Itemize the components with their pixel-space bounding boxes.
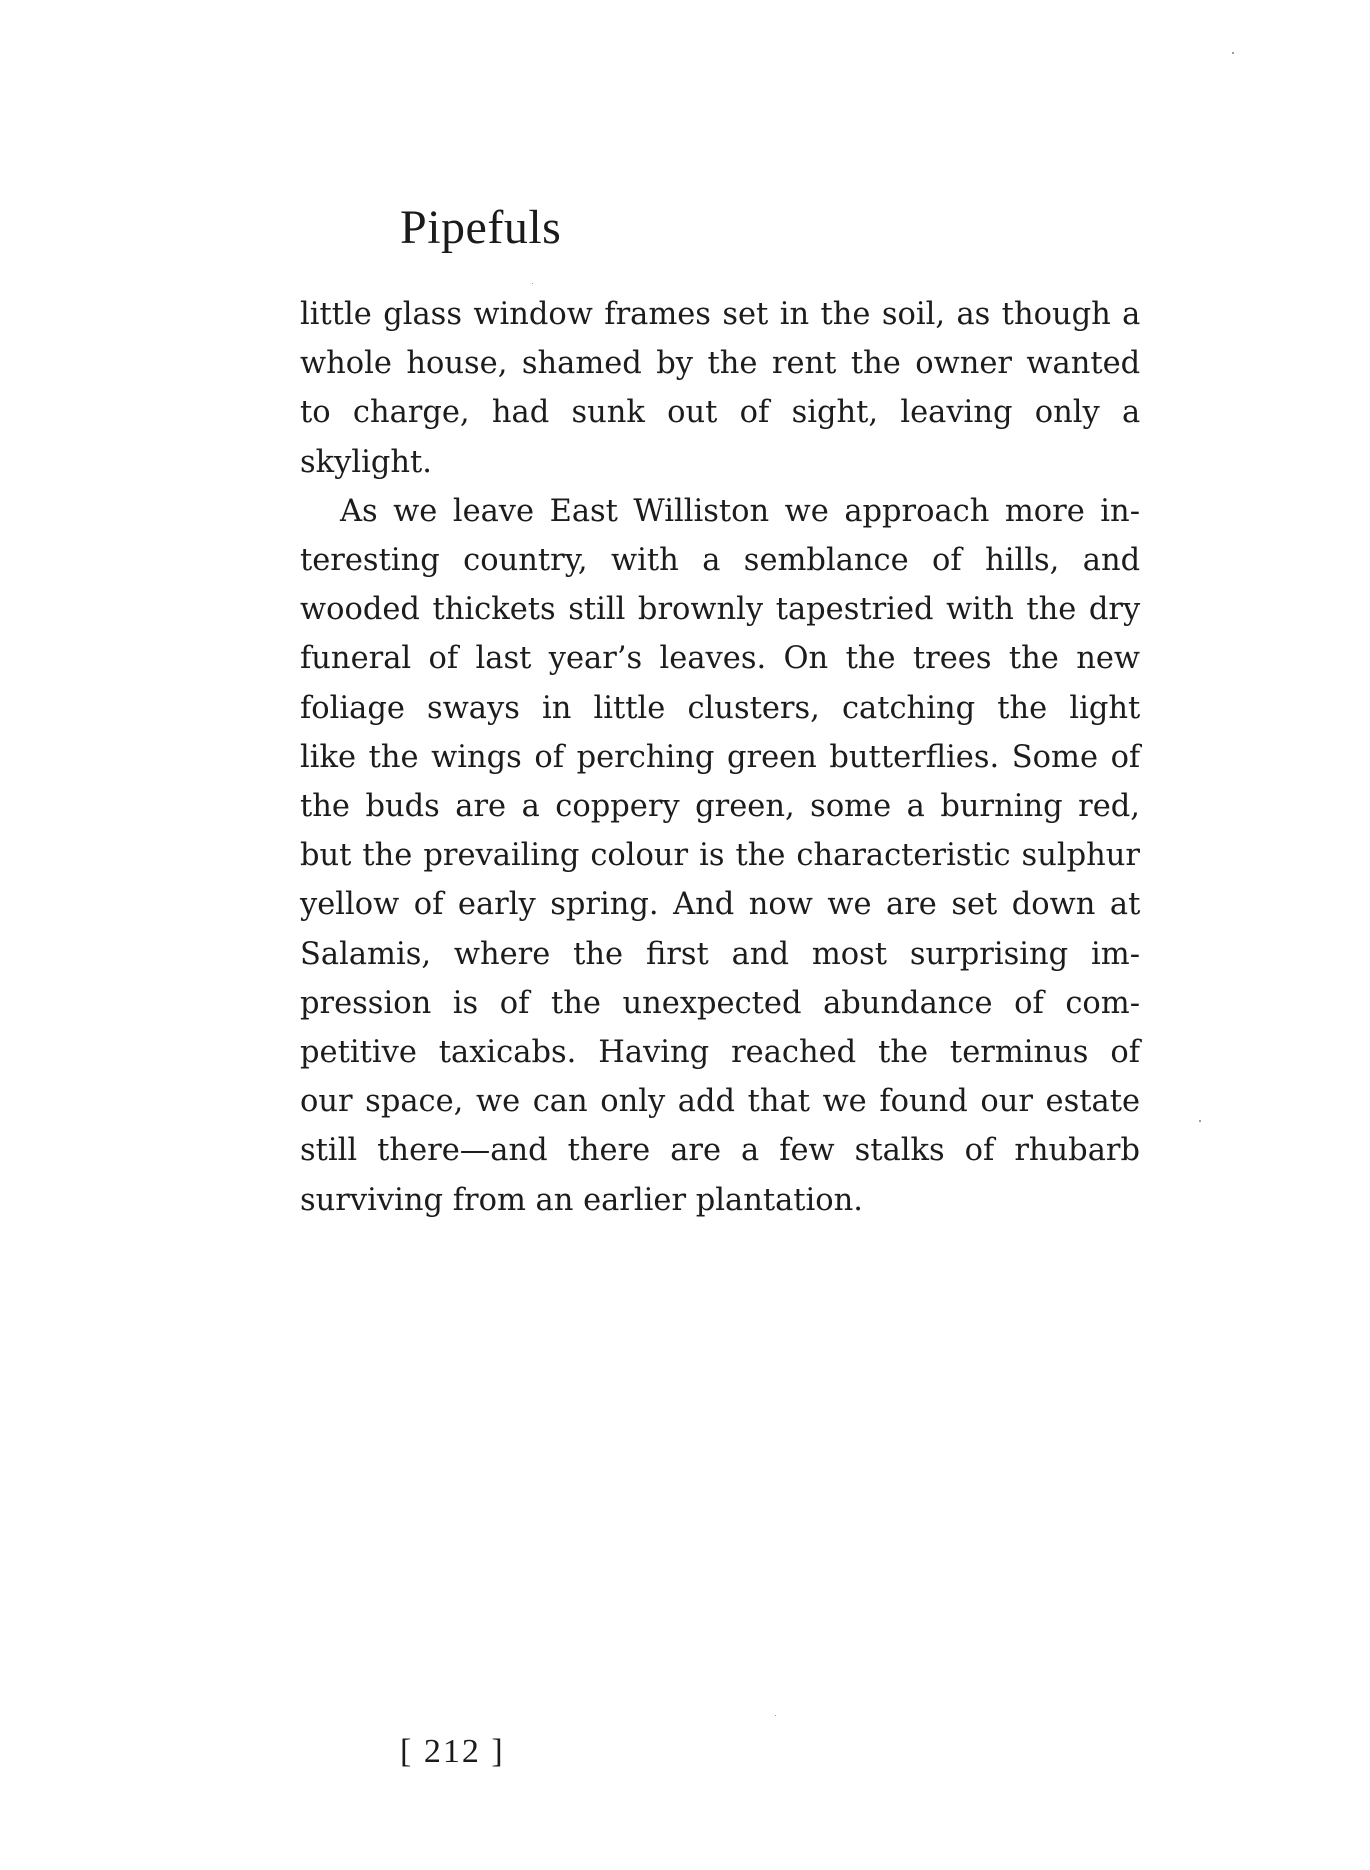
text-line: wooded thickets still brownly tapestried with the dry xyxy=(300,592,1141,628)
text-line: little glass window frames set in the soil, as though a xyxy=(300,297,1141,332)
text-line: yellow of early spring. And now we are set down at xyxy=(300,887,1141,923)
paragraph-2 xyxy=(300,487,1140,1225)
scan-speck xyxy=(1232,52,1234,54)
text-line: surviving from an earlier plantation. xyxy=(300,1182,863,1218)
running-head: Pipefuls xyxy=(400,201,562,254)
text-line: like the wings of perching green butterflies. Some of xyxy=(300,739,1141,775)
text-line: pression is of the unexpected abundance of com- xyxy=(300,985,1140,1021)
text-line: Salamis, where the first and most surprising im- xyxy=(300,936,1140,972)
text-line: funeral of last year’s leaves. On the trees the new xyxy=(300,641,1140,677)
text-line: our space, we can only add that we found our estate xyxy=(300,1084,1141,1120)
text-line: foliage sways in little clusters, catching the light xyxy=(300,690,1141,726)
text-line: As we leave East Williston we approach more in- xyxy=(340,493,1140,529)
text-line: petitive taxicabs. Having reached the terminus of xyxy=(300,1035,1140,1071)
page-number: [ 212 ] xyxy=(400,1733,505,1770)
scan-speck xyxy=(775,1715,776,1716)
text-line: the buds are a coppery green, some a burning red, xyxy=(300,789,1140,825)
text-line: to charge, had sunk out of sight, leaving only a xyxy=(300,395,1141,431)
text-line: whole house, shamed by the rent the owner wanted xyxy=(300,346,1141,382)
scan-speck xyxy=(1199,1120,1201,1122)
text-line: still there—and there are a few stalks of rhubarb xyxy=(300,1133,1140,1169)
body-text xyxy=(300,290,1140,1225)
text-line: skylight. xyxy=(300,444,432,480)
text-line: teresting country, with a semblance of hills, and xyxy=(300,543,1141,579)
scan-speck xyxy=(532,283,533,284)
paragraph-1 xyxy=(300,290,1140,487)
text-line: but the prevailing colour is the characteristic sulphur xyxy=(300,838,1140,874)
